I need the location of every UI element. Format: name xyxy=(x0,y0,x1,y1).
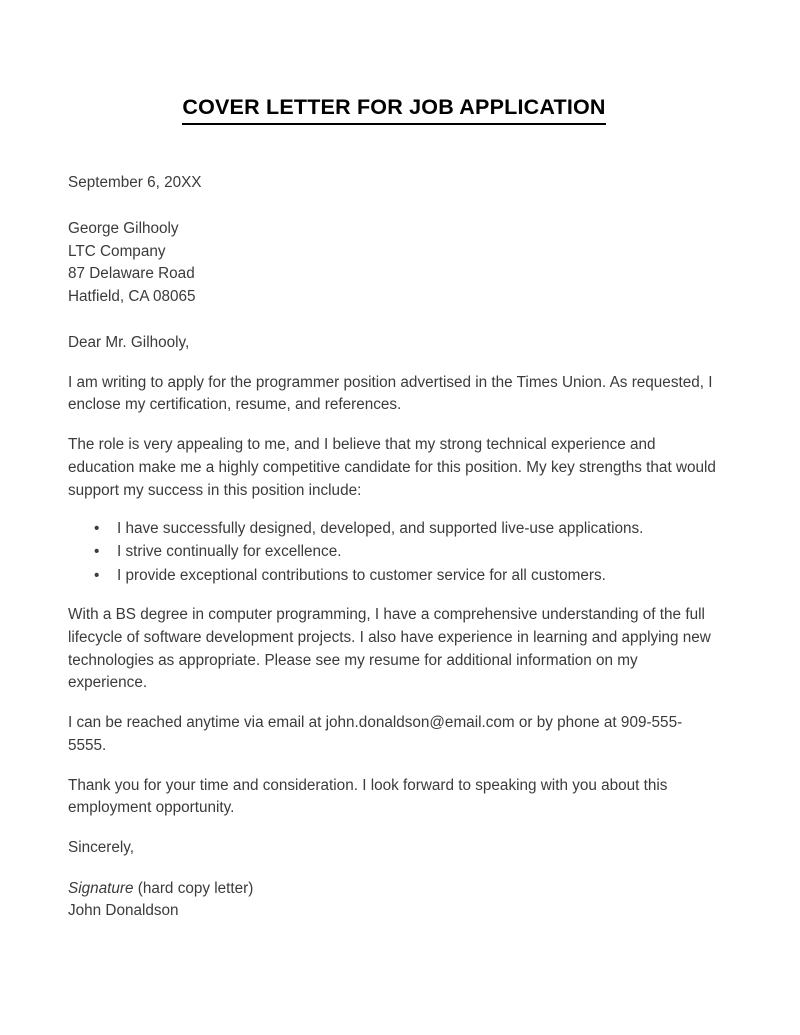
recipient-street: 87 Delaware Road xyxy=(68,265,195,283)
letter-body xyxy=(68,0,720,923)
recipient-name: George Gilhooly xyxy=(68,220,179,238)
body-paragraph-3: With a BS degree in computer programming, I have a comprehensive understanding of the full lifecycle of software development projects. I also have experience in learning and applying new technologies as appropriate. Please see my resume for additional information on my experience. xyxy=(68,606,711,692)
signature-placeholder xyxy=(68,878,720,901)
list-item-label: I provide exceptional contributions to customer service for all customers. xyxy=(117,566,606,584)
page-title-text: COVER LETTER FOR JOB APPLICATION xyxy=(182,95,605,125)
list-item xyxy=(68,565,720,588)
body-paragraph-1: I am writing to apply for the programmer position advertised in the Times Union. As requested, I enclose my certification, resume, and references. xyxy=(68,373,713,414)
recipient-address-block xyxy=(68,218,720,308)
bullet-dot-icon: • xyxy=(94,543,100,561)
closing-salutation: Sincerely, xyxy=(68,838,135,856)
signature-label: Signature xyxy=(68,879,134,897)
salutation: Dear Mr. Gilhooly, xyxy=(68,334,190,352)
page-title xyxy=(68,0,720,125)
bullet-dot-icon: • xyxy=(94,520,100,538)
signature-note: (hard copy letter) xyxy=(133,879,254,897)
thank-you-paragraph: Thank you for your time and consideration. I look forward to speaking with you about this employment opportunity. xyxy=(68,776,668,817)
sender-name: John Donaldson xyxy=(68,902,179,920)
contact-paragraph: I can be reached anytime via email at john.donaldson@email.com or by phone at 909-555-5555. xyxy=(68,714,683,754)
bullet-dot-icon: • xyxy=(94,566,100,584)
recipient-city-state-zip: Hatfield, CA 08065 xyxy=(68,287,196,305)
list-item xyxy=(68,541,720,564)
list-item-label: I strive continually for excellence. xyxy=(117,543,342,561)
strengths-bullet-list xyxy=(68,518,720,587)
letter-date: September 6, 20XX xyxy=(68,173,202,191)
body-paragraph-2: The role is very appealing to me, and I believe that my strong technical experience and education make me a highly competitive candidate for this position. My key strengths that would support my success in this position include: xyxy=(68,436,716,499)
list-item-label: I have successfully designed, developed, and supported live-use applications. xyxy=(117,520,644,538)
recipient-company: LTC Company xyxy=(68,242,166,260)
list-item xyxy=(68,518,720,541)
